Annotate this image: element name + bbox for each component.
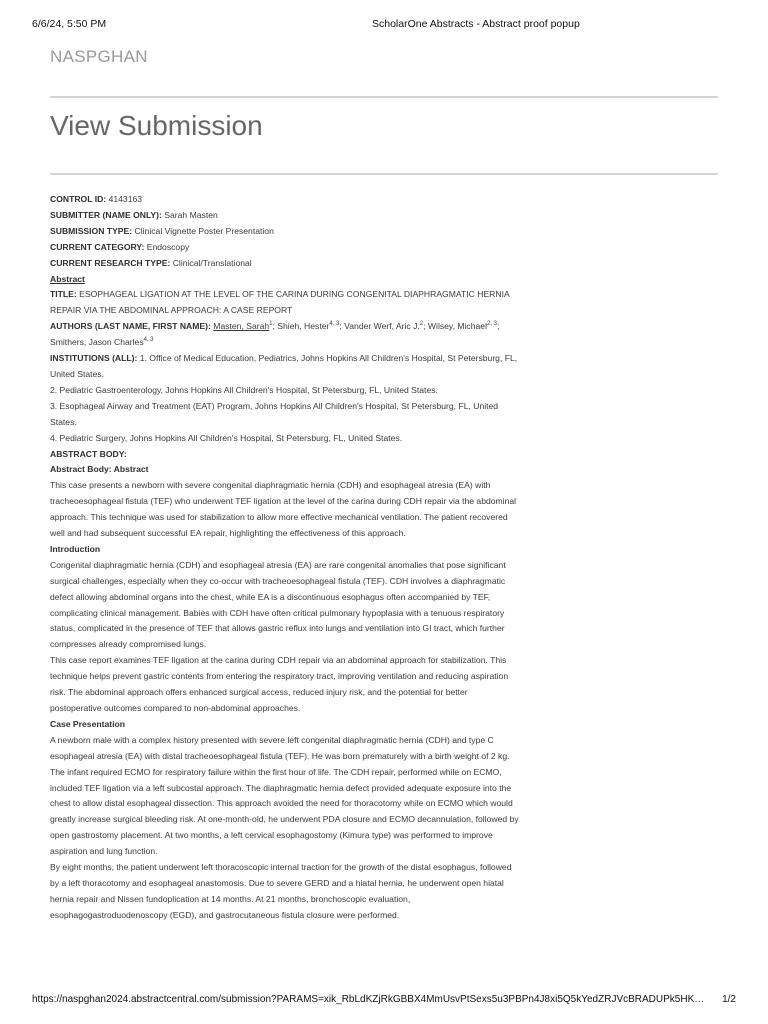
brand-logo-text[interactable]: NASPGHAN [50,47,148,66]
submitter-row [50,208,520,224]
page-number: 1/2 [722,994,736,1005]
page-title: View Submission [50,110,263,141]
print-datetime: 6/6/24, 5:50 PM [32,18,107,30]
field-label: CURRENT CATEGORY: [50,241,145,252]
research-type-row [50,256,520,272]
author-affiliation: 4, 3 [329,321,340,328]
abstract-heading-text: Abstract [50,273,85,284]
print-header [32,18,736,32]
page-url: https://naspghan2024.abstractcentral.com/submission?PARAMS=xik_RbLdKZjRkGBBX4MmUsvPtSexs5u3PBPn4J8xi5Q5kYedZRJVcBRADUPk5HK… [32,994,705,1005]
field-label: TITLE: [50,289,77,300]
author-name: Wilsey, Michael [427,321,487,332]
institution-item: 2. Pediatric Gastroenterology, Johns Hopkins All Children's Hospital, St Petersburg, FL, United States. [50,384,438,395]
field-label: AUTHORS (LAST NAME, FIRST NAME): [50,321,211,332]
author-name: Vander Werf, Aric J. [344,321,420,332]
abstract-heading [50,272,520,288]
abstract-summary: This case presents a newborn with severe congenital diaphragmatic hernia (CDH) and esophageal atresia (EA) with tracheoesophageal fistula (TEF) who underwent TEF ligation at the level of the carina during CDH repair via the abdominal approach. This technique was used for stabilization to allow more effective mechanical ventilation. The patient recovered well and had subsequent successful EA repair, highlighting the effectiveness of this approach. [50,480,517,539]
introduction-paragraph: This case report examines TEF ligation at the carina during CDH repair via an abdominal approach for stabilization. This technique helps prevent gastric contents from entering the respiratory tract, improving ventilation and reducing aspiration risk. The abdominal approach offers enhanced surgical access, reduced injury risk, and the potential for better postoperative outcomes compared to non-abdominal approaches. [50,655,509,713]
field-label: CONTROL ID: [50,194,107,204]
author-name: Shieh, Hester [277,321,330,332]
institutions-row [50,351,520,383]
print-footer [32,994,736,1008]
case-paragraph: By eight months, the patient underwent left thoracoscopic internal traction for the growth of the distal esophagus, followed by a left thoracotomy and esophageal anastomosis. Due to severe GERD and a hiatal hernia, he underwent open hiatal hernia repair and Nissen fundoplication at 14 months. At 21 months, bronchoscopic evaluation, esophagogastroduodenoscopy (EGD), and gastrocutaneous fistula closure were performed. [50,862,512,920]
category-row [50,240,520,256]
author-separator: ; [497,321,500,332]
research-type-value: Clinical/Translational [172,257,252,268]
control-id-row [50,192,520,208]
author-name: Smithers, Jason Charles [50,337,144,348]
case-paragraph: A newborn male with a complex history presented with severe left congenital diaphragmatic hernia (CDH) and type C esophageal atresia (EA) with distal tracheoesophageal fistula (TEF). He was born prematurely with a birth weight of 2 kg. The infant required ECMO for respiratory failure within the first hour of life. The CDH repair, performed while on ECMO, included TEF ligation via a left subcostal approach. The diaphragmatic hernia defect provided adequate exposure into the chest to allow distal esophageal dissection. This approach avoided the need for thoracotomy while on ECMO which would greatly increase surgical bleeding risk. At one-month-old, he underwent PDA closure and ECMO decannulation, followed by open gastrostomy placement. At two months, a left cervical esophagostomy (Kimura type) was performed to improve aspiration and lung function. [50,734,519,857]
divider [50,96,718,98]
title-row [50,287,520,319]
submission-type-row [50,224,520,240]
author-separator: ; [272,321,278,332]
author-separator: ; [423,321,428,332]
case-presentation-heading: Case Presentation [50,718,125,729]
submission-details [50,192,520,924]
control-id-value: 4143163 [108,194,143,204]
abstract-title-value: ESOPHAGEAL LIGATION AT THE LEVEL OF THE CARINA DURING CONGENITAL DIAPHRAGMATIC HERNIA REPAIR VIA THE ABDOMINAL APPROACH: A CASE REPORT [50,289,510,316]
author-affiliation: 2 [419,321,424,328]
author-affiliation: 4, 3 [143,337,154,344]
field-label: INSTITUTIONS (ALL): [50,353,138,364]
introduction-heading: Introduction [50,543,101,554]
author-affiliation: 2, 3 [486,321,497,328]
institution-item: 4. Pediatric Surgery, Johns Hopkins All Children's Hospital, St Petersburg, FL, United States. [50,432,403,443]
field-label: CURRENT RESEARCH TYPE: [50,257,171,268]
authors-row [50,319,520,351]
abstract-body-label: ABSTRACT BODY: [50,448,127,459]
institution-item: 1. Office of Medical Education, Pediatrics, Johns Hopkins All Children's Hospital, St Petersburg, FL, United States. [50,353,518,379]
submitter-value: Sarah Masten [164,209,218,220]
author-affiliation: 1 [269,321,273,328]
author-name: Masten, Sarah [213,321,270,332]
introduction-paragraph: Congenital diaphragmatic hernia (CDH) and esophageal atresia (EA) are rare congenital anomalies that pose significant surgical challenges, especially when they co-occur with tracheoesophageal fistula (TEF). CDH involves a diaphragmatic defect allowing abdominal organs into the chest, while EA is a discontinuous esophagus often accompanied by TEF, complicating clinical management. Babies with CDH have often critical pulmonary hypoplasia with a tenuous respiratory status, complicated in the presence of TEF that allows gastric reflux into lungs and ventilation into GI tract, which further compresses already compromised lungs. [50,559,506,650]
category-value: Endoscopy [146,241,190,252]
submission-type-value: Clinical Vignette Poster Presentation [134,225,274,236]
field-label: SUBMISSION TYPE: [50,225,133,236]
divider [50,173,718,175]
print-page-title: ScholarOne Abstracts - Abstract proof popup [372,18,580,30]
institution-item: 3. Esophageal Airway and Treatment (EAT) Program, Johns Hopkins All Children's Hospital, St Petersburg, FL, United States. [50,400,499,427]
field-label: SUBMITTER (NAME ONLY): [50,209,162,220]
abstract-body-subheading: Abstract Body: Abstract [50,464,149,475]
author-separator: ; [339,321,345,332]
